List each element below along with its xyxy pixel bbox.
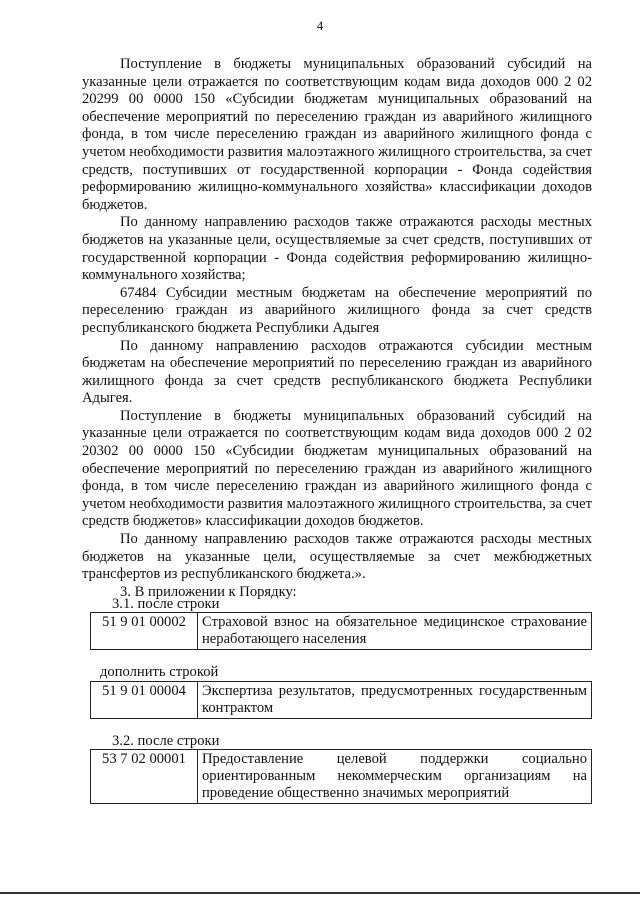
table-row — [91, 682, 592, 719]
code-description: Экспертиза результатов, предусмотренных государственным контрактом — [198, 682, 592, 719]
body-text — [82, 56, 592, 601]
paragraph-6: По данному направлению расходов также отражаются расходы местных бюджетов на указанные цели, осуществляемые за счет межбюджетных трансфертов из республиканского бюджета.». — [82, 531, 592, 583]
budget-code: 51 9 01 00002 — [91, 613, 198, 650]
paragraph-5: Поступление в бюджеты муниципальных образований субсидий на указанные цели отражается по соответствующим кодам вида доходов 000 2 02 20302 00 0000 150 «Субсидии бюджетам муниципальных образований на обеспечение мероприятий по переселению граждан из аварийного жилищного фонда, в том числе переселению граждан из аварийного жилищного фонда с учетом необходимости развития малоэтажного жилищного строительства, за счет средств бюджетов» классификации доходов бюджетов. — [82, 407, 592, 530]
page-number: 4 — [316, 18, 324, 33]
paragraph-3: 67484 Субсидии местным бюджетам на обеспечение мероприятий по переселению граждан из аварийного жилищного фонда за счет средств республиканского бюджета Республики Адыгея — [82, 284, 592, 336]
paragraph-4: По данному направлению расходов отражаются субсидии местным бюджетам на обеспечение мероприятий по переселению граждан из аварийного жилищного фонда за счет средств республиканского бюджета Республики Адыгея. — [82, 337, 592, 407]
scan-edge-line — [0, 892, 640, 894]
code-table-3 — [90, 749, 592, 804]
paragraph-2: По данному направлению расходов также отражаются расходы местных бюджетов на указанные цели, осуществляемые за счет средств, поступивших от государственной корпорации - Фонда содействия реформированию жилищно-коммунального хозяйства; — [82, 214, 592, 284]
paragraph-1: Поступление в бюджеты муниципальных образований субсидий на указанные цели отражается по соответствующим кодам вида доходов 000 2 02 20299 00 0000 150 «Субсидии бюджетам муниципальных образований на обеспечение мероприятий по переселению граждан из аварийного жилищного фонда, в том числе переселению граждан из аварийного жилищного фонда с учетом необходимости развития малоэтажного жилищного строительства, за счет средств, поступивших от государственной корпорации - Фонда содействия реформированию жилищно-коммунального хозяйства» классификации доходов бюджетов. — [82, 56, 592, 213]
table-row — [91, 750, 592, 804]
add-row-label: дополнить строкой — [100, 664, 219, 680]
code-description: Страховой взнос на обязательное медицинское страхование неработающего населения — [198, 613, 592, 650]
code-description: Предоставление целевой поддержки социально ориентированным некоммерческим организациям на проведение общественно значимых мероприятий — [198, 750, 592, 804]
budget-code: 53 7 02 00001 — [91, 750, 198, 804]
code-table-2 — [90, 681, 592, 719]
paragraph-7: 3. В приложении к Порядку: — [120, 583, 297, 600]
section-3-2-label: 3.2. после строки — [112, 733, 220, 749]
table-row — [91, 613, 592, 650]
code-table-1 — [90, 612, 592, 650]
budget-code: 51 9 01 00004 — [91, 682, 198, 719]
section-3-1-label: 3.1. после строки — [112, 596, 220, 612]
